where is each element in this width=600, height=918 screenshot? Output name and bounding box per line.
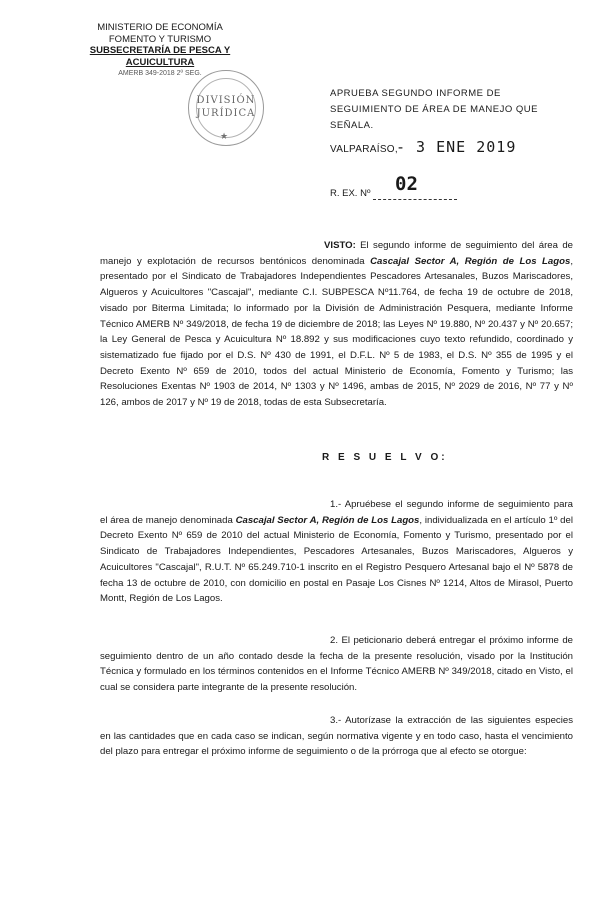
- star-icon: ★: [220, 131, 229, 141]
- rex-label: R. EX. Nº: [330, 188, 371, 199]
- letterhead-ministry: MINISTERIO DE ECONOMÍA: [97, 22, 223, 33]
- letterhead-subsecretaria: SUBSECRETARÍA DE PESCA Y ACUICULTURA: [89, 45, 231, 68]
- letterhead-ministry-2: FOMENTO Y TURISMO: [108, 33, 212, 45]
- resolution-item-1: 1.- Apruébese el segundo informe de seguimiento para el área de manejo denominada Cascajal Sector A, Región de Los Lagos, individualizada en el artículo 1º del Decreto Exento Nº 659 de 2010 del actual Ministerio de Economía, Fomento y Turismo, presentado por el Sindicato de Trabajadores Independientes, Pescadores Artesanales, Buzos Mariscadores, Algueros y Acuicultores "Cascajal", R.U.T. Nº 65.249.710-1 inscrito en el Registro Pesquero Artesanal bajo el Nº 5878 de fecha 13 de octubre de 2010, con domicilio en postal en Pasaje Los Cisnes Nº 1214, Altos de Mirasol, Puerto Montt, Región de Los Lagos.: [100, 499, 573, 605]
- rex-number: 02: [395, 173, 418, 195]
- place-label: VALPARAÍSO,: [330, 144, 398, 155]
- item-number: 2.: [330, 635, 339, 646]
- resolution-item-3: 3.- Autorízase la extracción de las siguientes especies en las cantidades que en cada caso se indican, según normativa vigente y en todo caso, hasta el vencimiento del plazo para entregar el próximo informe de seguimiento o de la prórroga que al efecto se otorgue:: [100, 715, 573, 758]
- item-number: 3.-: [330, 715, 342, 726]
- stamp-line-1: DIVISIÓN: [196, 95, 256, 106]
- area-name: Cascajal Sector A, Región de Los Lagos: [235, 514, 420, 526]
- resolution-date: - 3 ENE 2019: [396, 138, 517, 156]
- resolution-item-2: 2. El peticionario deberá entregar el próximo informe de seguimiento dentro de un año contado desde la fecha de la presente resolución, visado por la Institución Técnica y formulado en los términos contenidos en el Informe Técnico AMERB Nº 349/2018, citado en Visto, el cual se considera parte integrante de la presente resolución.: [100, 635, 574, 694]
- area-name: Cascajal Sector A, Región de Los Lagos: [370, 255, 571, 267]
- letterhead-reference: AMERB 349-2018 2º SEG.: [118, 70, 202, 77]
- visto-label: VISTO:: [324, 240, 356, 251]
- item-number: 1.-: [330, 499, 342, 510]
- resolution-subject: APRUEBA SEGUNDO INFORME DE SEGUIMIENTO DE ÁREA DE MANEJO QUE SEÑALA.: [330, 88, 538, 131]
- rex-underline: [373, 199, 457, 200]
- stamp-line-2: JURÍDICA: [196, 108, 256, 119]
- division-juridica-stamp: [188, 70, 264, 146]
- resuelvo-heading: R E S U E L V O:: [322, 452, 448, 463]
- visto-paragraph: VISTO: El segundo informe de seguimiento del área de manejo y explotación de recursos bentónicos denominada Cascajal Sector A, Región de Los Lagos, presentado por el Sindicato de Trabajadores Independientes Pescadores Artesanales, Buzos Mariscadores, Algueros y Acuicultores "Cascajal", mediante C.I. SUBPESCA Nº11.764, de fecha 19 de octubre de 2018, visado por Biterma Limitada; lo informado por la División de Administración Pesquera, mediante Informe Técnico AMERB Nº 349/2018, de fecha 19 de diciembre de 2018; las Leyes Nº 19.880, Nº 20.437 y Nº 20.657; la Ley General de Pesca y Acuicultura Nº 18.892 y sus modificaciones cuyo texto refundido, coordinado y sistematizado fue fijado por el D.S. Nº 430 de 1991, el D.F.L. Nº 5 de 1983, el D.S. Nº 355 de 1995 y el Decreto Exento Nº 659 de 2010, todos del actual Ministerio de Economía, Fomento y Turismo; las Resoluciones Exentas Nº 1903 de 2014, Nº 1303 y Nº 1496, ambas de 2015, Nº 2029 de 2016, Nº 77 y Nº 126, ambos de 2017 y Nº 19 de 2018, todas de esta Subsecretaría.: [100, 240, 573, 409]
